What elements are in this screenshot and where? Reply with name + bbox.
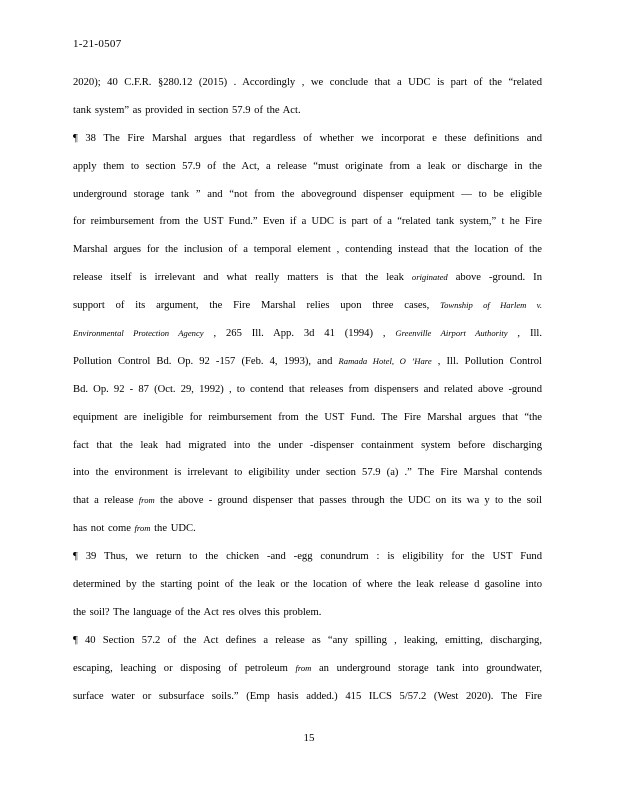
page-number: 15: [303, 732, 315, 744]
italic-text-run: Greenville Airport Authority: [395, 328, 508, 339]
text-run: ¶ 40 Section 57.2 of the Act defines a release as “any spilling , leaking, emitting, discharging,: [73, 634, 542, 646]
text-run: the soil? The language of the Act res olves this problem.: [73, 606, 322, 618]
text-run: the UDC.: [150, 523, 196, 535]
text-run: for reimbursement from the UST Fund.” Even if a UDC is part of a “related tank system,” t he Fire: [73, 216, 542, 228]
italic-text-run: Township of Harlem v.: [440, 300, 542, 311]
text-run: determined by the starting point of the leak or the location of where the leak release d gasoline into: [73, 579, 542, 591]
italic-text-run: from: [134, 523, 151, 534]
text-run: equipment are ineligible for reimbursement from the UST Fund. The Fire Marshal argues that “the: [73, 411, 542, 423]
text-line: [73, 236, 542, 264]
text-line: [73, 97, 542, 125]
italic-text-run: originated: [411, 272, 448, 283]
text-line: [73, 181, 542, 209]
text-run: Bd. Op. 92 - 87 (Oct. 29, 1992) , to contend that releases from dispensers and related above -ground: [73, 383, 542, 395]
text-line: [73, 264, 542, 292]
text-line: [73, 487, 542, 515]
text-line: [73, 153, 542, 181]
text-run: apply them to section 57.9 of the Act, a release “must originate from a leak or discharge in the: [73, 160, 542, 172]
text-run: escaping, leaching or disposing of petroleum: [73, 662, 296, 674]
text-run: ¶ 38 The Fire Marshal argues that regardless of whether we incorporat e these definitions and: [73, 132, 542, 144]
text-line: [73, 599, 542, 627]
text-line: [73, 404, 542, 432]
text-line: [73, 571, 542, 599]
text-run: Marshal argues for the inclusion of a temporal element , contending instead that the location of the: [73, 244, 542, 256]
text-run: fact that the leak had migrated into the under -dispenser containment system before discharging: [73, 439, 542, 451]
text-run: tank system” as provided in section 57.9 of the Act.: [73, 104, 301, 116]
text-line: [73, 543, 542, 571]
text-run: ¶ 39 Thus, we return to the chicken -and -egg conundrum : is eligibility for the UST Fund: [73, 551, 542, 563]
text-line: [73, 515, 542, 543]
text-run: , Ill. Pollution Control: [431, 355, 542, 367]
text-run: , Ill.: [507, 328, 542, 340]
italic-text-run: from: [295, 662, 312, 673]
text-line: [73, 125, 542, 153]
text-run: surface water or subsurface soils.” (Emp hasis added.) 415 ILCS 5/57.2 (West 2020). The Fire: [73, 690, 542, 702]
text-run: underground storage tank ” and “not from the aboveground dispenser equipment — to be eligible: [73, 188, 542, 200]
text-line: [73, 208, 542, 236]
text-line: [73, 69, 542, 97]
italic-text-run: from: [138, 495, 155, 506]
italic-text-run: Environmental Protection Agency: [73, 328, 204, 339]
text-line: [73, 376, 542, 404]
italic-text-run: Ramada Hotel, O ’Hare: [338, 355, 432, 366]
text-run: above -ground. In: [447, 272, 542, 284]
opinion-body-text: [73, 69, 542, 710]
text-line: [73, 348, 542, 376]
text-run: into the environment is irrelevant to eligibility under section 57.9 (a) .” The Fire Marshal contends: [73, 467, 542, 479]
text-line: [73, 655, 542, 683]
text-run: Pollution Control Bd. Op. 92 -157 (Feb. 4, 1993), and: [73, 355, 339, 367]
text-line: [73, 627, 542, 655]
text-run: release itself is irrelevant and what really matters is that the leak: [73, 272, 412, 284]
text-line: [73, 432, 542, 460]
text-run: that a release: [73, 495, 139, 507]
text-line: [73, 683, 542, 711]
text-line: [73, 320, 542, 348]
text-line: [73, 459, 542, 487]
text-run: , 265 Ill. App. 3d 41 (1994) ,: [203, 328, 396, 340]
text-run: support of its argument, the Fire Marshal relies upon three cases,: [73, 300, 441, 312]
text-run: 2020); 40 C.F.R. §280.12 (2015) . Accordingly , we conclude that a UDC is part of the “related: [73, 77, 542, 88]
case-number: 1-21-0507: [73, 38, 122, 50]
text-run: has not come: [73, 523, 135, 535]
text-line: [73, 292, 542, 320]
text-run: the above - ground dispenser that passes through the UDC on its wa y to the soil: [154, 495, 542, 507]
text-run: an underground storage tank into groundwater,: [311, 662, 542, 674]
